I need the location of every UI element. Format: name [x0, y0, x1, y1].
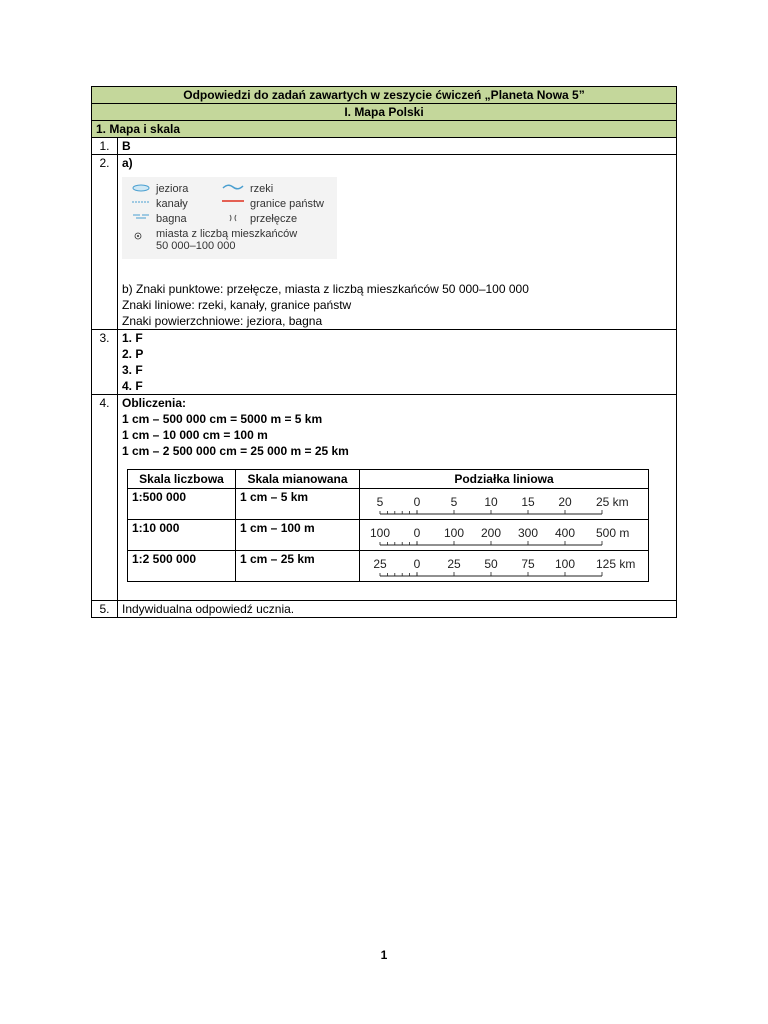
scale-bar	[364, 520, 646, 550]
linear-scale	[360, 520, 649, 551]
answers-table	[91, 86, 677, 618]
section-row	[92, 121, 677, 138]
point-signs-value: przełęcze, miasta z liczbą mieszkańców 50 000–100 000	[223, 282, 529, 296]
scale-tick-label: 20	[558, 495, 572, 509]
named-scale: 1 cm – 5 km	[236, 489, 360, 520]
legend-cities: miasta z liczbą mieszkańców	[156, 228, 298, 240]
mountain-pass-icon	[228, 214, 238, 222]
calculation-line: 1 cm – 500 000 cm = 5000 m = 5 km	[122, 412, 323, 426]
question-number: 2.	[92, 155, 118, 330]
question-number: 4.	[92, 395, 118, 601]
scale-tick-label: 100	[443, 526, 465, 540]
lake-icon	[132, 184, 150, 192]
scale-tick-label: 25	[373, 557, 387, 571]
question-answer: B	[118, 138, 677, 155]
section-title: 1. Mapa i skala	[92, 121, 677, 138]
legend-rivers: rzeki	[250, 183, 274, 195]
question-answer	[118, 330, 677, 395]
scale-table-header	[128, 470, 649, 489]
scale-tick-label: 400	[554, 526, 576, 540]
column-header: Skala mianowana	[236, 470, 360, 489]
named-scale: 1 cm – 100 m	[236, 520, 360, 551]
scale-row	[128, 520, 649, 551]
point-signs-label: b) Znaki punktowe:	[122, 282, 224, 296]
question-row-2	[92, 155, 677, 330]
legend-passes: przełęcze	[250, 213, 298, 225]
scale-tick-label: 100	[554, 557, 576, 571]
scale-tick-label: 5	[376, 495, 384, 509]
answer-item: 2. P	[122, 347, 144, 361]
numeric-scale: 1:2 500 000	[128, 551, 236, 582]
answer-item: 3. F	[122, 363, 143, 377]
scale-tick-label: 75	[521, 557, 535, 571]
title-row	[92, 87, 677, 104]
scale-tick-label: 0	[413, 526, 421, 540]
scale-tick-label: 10	[484, 495, 498, 509]
column-header: Skala liczbowa	[128, 470, 236, 489]
page-number: 1	[380, 948, 388, 962]
named-scale: 1 cm – 25 km	[236, 551, 360, 582]
scale-row	[128, 551, 649, 582]
scale-tick-label: 5	[450, 495, 458, 509]
border-icon	[222, 199, 244, 203]
scale-tick-label: 50	[484, 557, 498, 571]
map-legend-image	[122, 177, 337, 259]
answer-item: 1. F	[122, 331, 143, 345]
scale-tick-label: 300	[517, 526, 539, 540]
legend-borders: granice państw	[250, 198, 324, 210]
question-row-4	[92, 395, 677, 601]
scale-tick-label: 200	[480, 526, 502, 540]
area-signs-label: Znaki powierzchniowe:	[122, 314, 244, 328]
scale-tick-label: 500 m	[596, 526, 630, 540]
scale-tick-label: 125 km	[596, 557, 636, 571]
scale-tick-label: 25 km	[596, 495, 629, 509]
document-title: Odpowiedzi do zadań zawartych w zeszycie ćwiczeń „Planeta Nowa 5”	[92, 87, 677, 104]
river-icon	[222, 183, 244, 191]
line-signs-line	[122, 297, 672, 313]
scale-tick-label: 0	[413, 557, 421, 571]
area-signs-value: jeziora, bagna	[243, 314, 323, 328]
question-answer	[118, 395, 677, 601]
legend-swamps: bagna	[156, 213, 187, 225]
calculation-line: 1 cm – 10 000 cm = 100 m	[122, 428, 268, 442]
question-number: 1.	[92, 138, 118, 155]
chapter-row	[92, 104, 677, 121]
question-row-1	[92, 138, 677, 155]
legend-lakes: jeziora	[156, 183, 189, 195]
column-header: Podziałka liniowa	[360, 470, 649, 489]
linear-scale	[360, 551, 649, 582]
scale-tick-label: 15	[521, 495, 535, 509]
scale-row	[128, 489, 649, 520]
line-signs-label: Znaki liniowe:	[122, 298, 195, 312]
scale-tick-label: 25	[447, 557, 461, 571]
point-signs-line	[122, 281, 672, 297]
chapter-title: I. Mapa Polski	[92, 104, 677, 121]
scale-bar	[364, 551, 646, 581]
calculations-title: Obliczenia:	[122, 396, 187, 410]
scale-bar	[364, 489, 646, 519]
question-row-3	[92, 330, 677, 395]
question-number: 3.	[92, 330, 118, 395]
line-signs-value: rzeki, kanały, granice państw	[194, 298, 352, 312]
scale-tick-label: 100	[369, 526, 391, 540]
part-a-label: a)	[122, 156, 133, 170]
question-answer	[118, 155, 677, 330]
legend-cities-range: 50 000–100 000	[156, 240, 236, 252]
numeric-scale: 1:10 000	[128, 520, 236, 551]
calculation-line: 1 cm – 2 500 000 cm = 25 000 m = 25 km	[122, 444, 349, 458]
legend-canals: kanały	[156, 198, 188, 210]
question-row-5	[92, 601, 677, 618]
numeric-scale: 1:500 000	[128, 489, 236, 520]
city-icon	[134, 232, 142, 240]
question-number: 5.	[92, 601, 118, 618]
answer-item: 4. F	[122, 379, 143, 393]
scale-tick-label: 0	[413, 495, 421, 509]
swamp-icon	[132, 213, 150, 221]
canal-icon	[132, 199, 150, 205]
scale-table	[127, 469, 649, 582]
area-signs-line	[122, 313, 672, 329]
question-answer: Indywidualna odpowiedź ucznia.	[118, 601, 677, 618]
linear-scale	[360, 489, 649, 520]
